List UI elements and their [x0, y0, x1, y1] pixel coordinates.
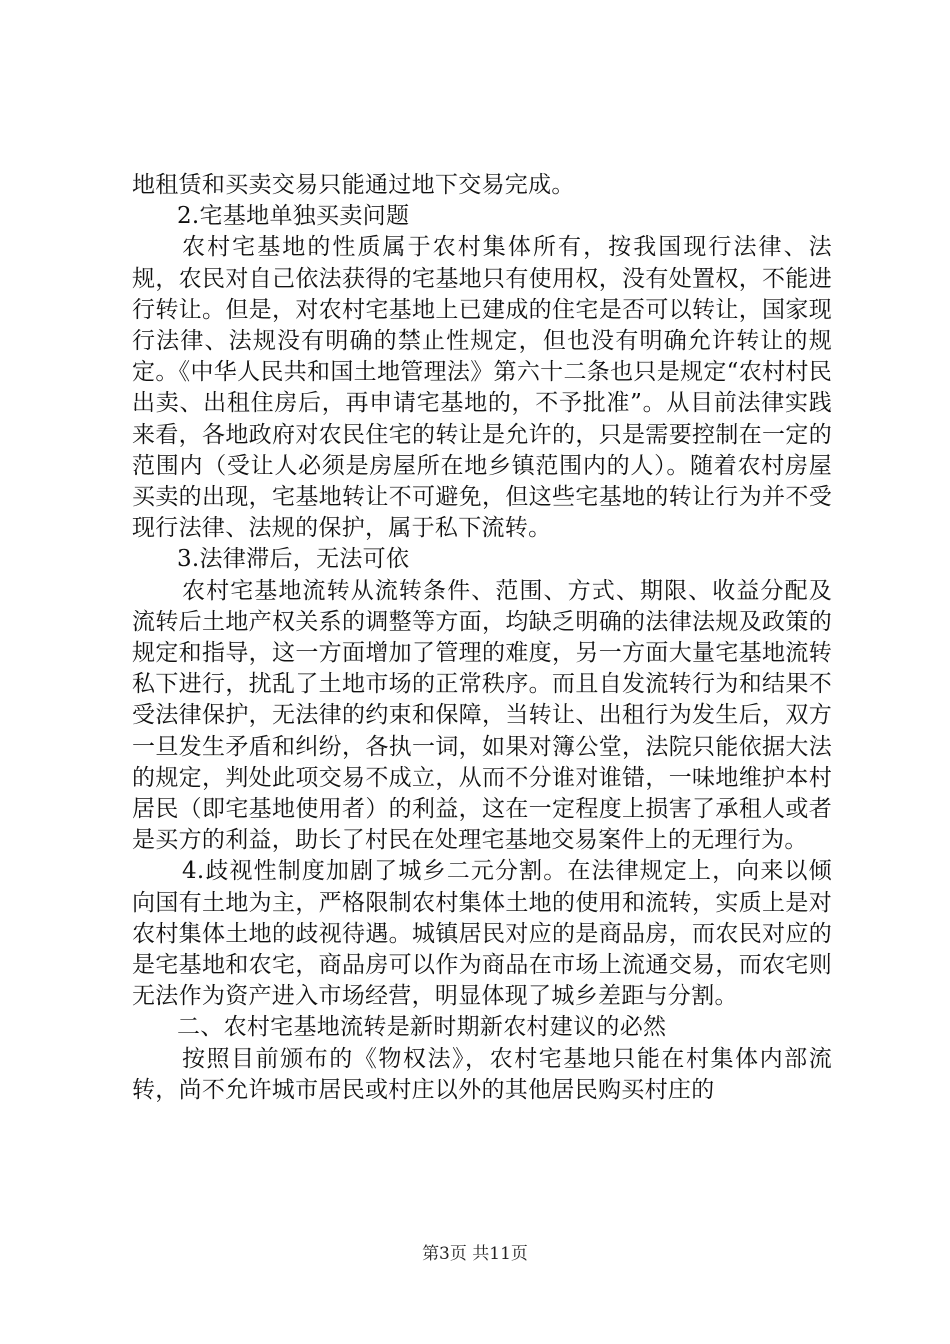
body-paragraph: 农村宅基地的性质属于农村集体所有，按我国现行法律、法规，农民对自己依法获得的宅基地只有使用权，没有处置权，不能进行转让。但是，对农村宅基地上已建成的住宅是否可以转让，国家现行法律、法规没有明确的禁止性规定，但也没有明确允许转让的规定。《中华人民共和国土地管理法》第六十二条也只是规定“农村村民出卖、出租住房后，再申请宅基地的，不予批准”。从目前法律实践来看，各地政府对农民住宅的转让是允许的，只是需要控制在一定的范围内（受让人必须是房屋所在地乡镇范围内的人）。随着农村房屋买卖的出现，宅基地转让不可避免，但这些宅基地的转让行为并不受现行法律、法规的保护，属于私下流转。	[132, 234, 832, 542]
body-paragraph: 农村宅基地流转从流转条件、范围、方式、期限、收益分配及流转后土地产权关系的调整等方面，均缺乏明确的法律法规及政策的规定和指导，这一方面增加了管理的难度，另一方面大量宅基地流转私下进行，扰乱了土地市场的正常秩序。而且自发流转行为和结果不受法律保护，无法律的约束和保障，当转让、出租行为发生后，双方一旦发生矛盾和纠纷，各执一词，如果对簿公堂，法院只能依据大法的规定，判处此项交易不成立，从而不分谁对谁错，一味地维护本村居民（即宅基地使用者）的利益，这在一定程度上损害了承租人或者是买方的利益，助长了村民在处理宅基地交易案件上的无理行为。	[132, 577, 832, 854]
section-heading: 二、农村宅基地流转是新时期新农村建议的必然	[177, 1014, 667, 1041]
body-paragraph: 4.歧视性制度加剧了城乡二元分割。在法律规定上，向来以倾向国有土地为主，严格限制农村集体土地的使用和流转，实质上是对农村集体土地的歧视待遇。城镇居民对应的是商品房，而农民对应的是宅基地和农宅，商品房可以作为商品在市场上流通交易，而农宅则无法作为资产进入市场经营，明显体现了城乡差距与分割。	[132, 858, 832, 1010]
section-heading: 3.法律滞后，无法可依	[177, 546, 410, 573]
body-paragraph: 按照目前颁布的《物权法》，农村宅基地只能在村集体内部流转，尚不允许城市居民或村庄以外的其他居民购买村庄的	[132, 1045, 832, 1103]
document-body	[132, 170, 832, 1106]
page-number-footer: 第3页 共11页	[422, 1244, 528, 1264]
section-heading: 2.宅基地单独买卖问题	[177, 203, 410, 230]
continued-paragraph: 地租赁和买卖交易只能通过地下交易完成。	[132, 172, 575, 198]
